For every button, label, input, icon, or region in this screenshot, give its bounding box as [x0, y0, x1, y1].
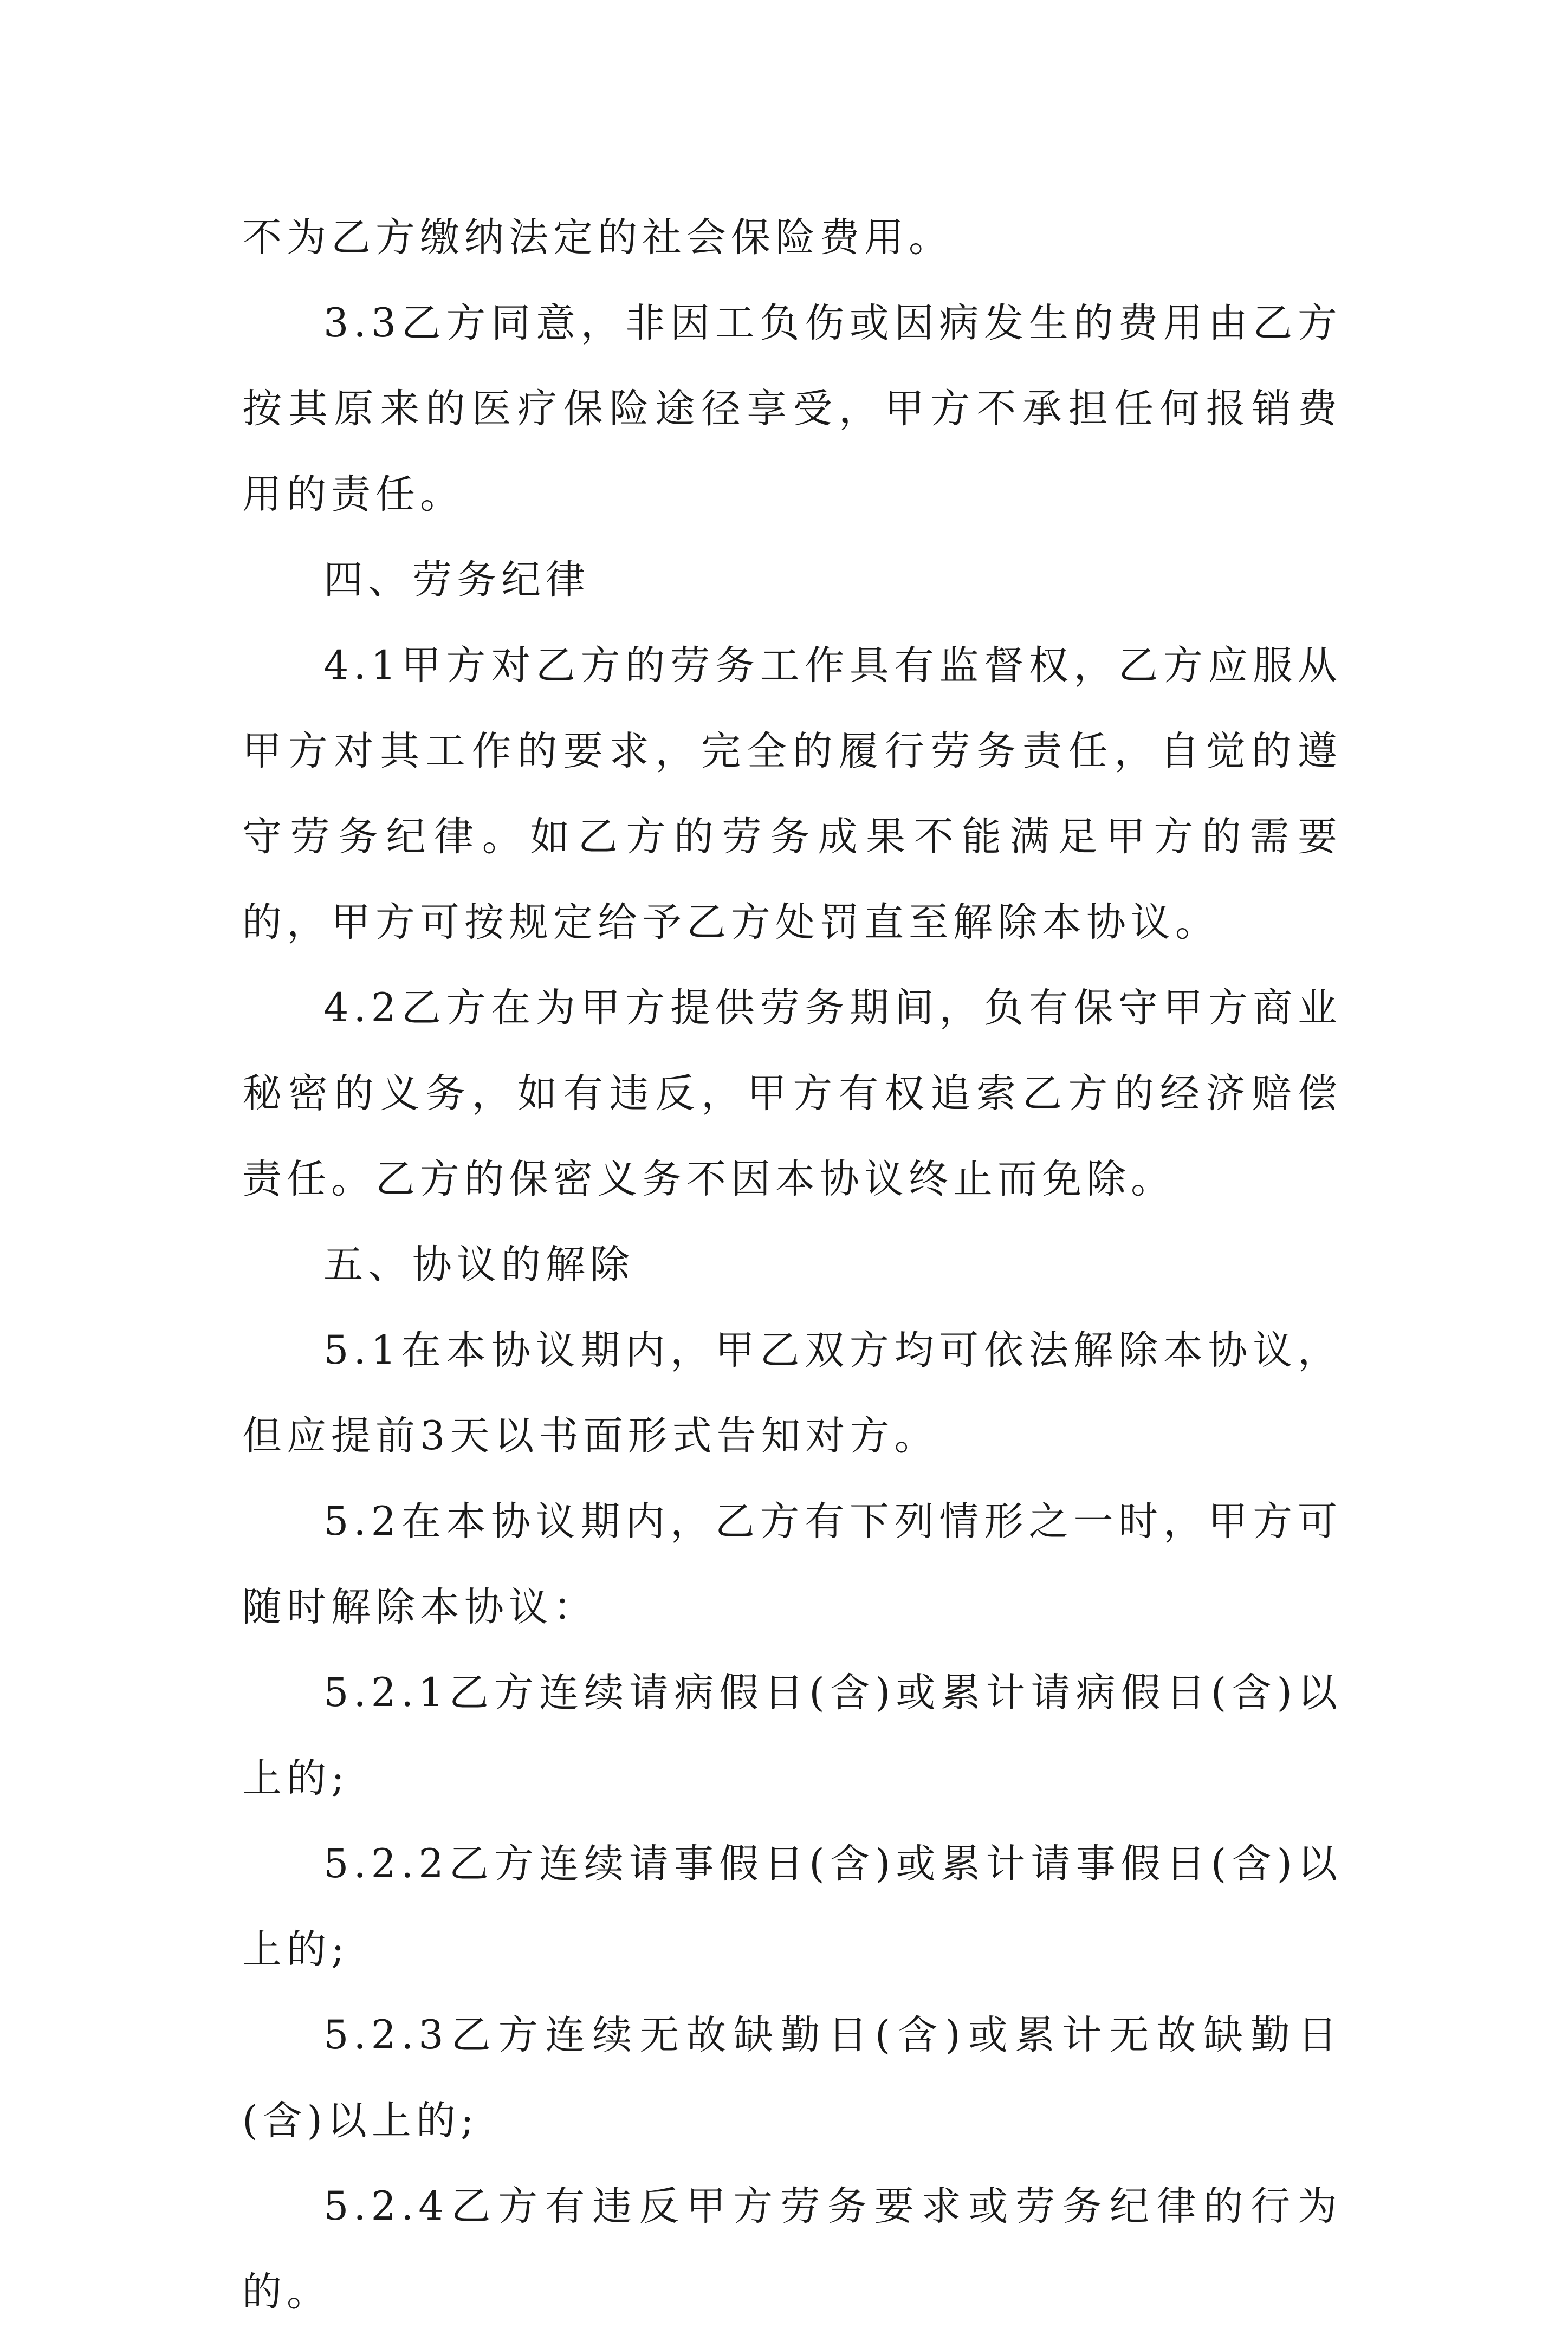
clause-3-3: 3.3乙方同意，非因工负伤或因病发生的费用由乙方按其原来的医疗保险途径享受，甲方不承担任何报销费用的责任。: [242, 300, 1342, 517]
clause-5-2-1: 5.2.1乙方连续请病假日(含)或累计请病假日(含)以上的;: [242, 1670, 1342, 1801]
clause-5-1: 5.1在本协议期内，甲乙双方均可依法解除本协议，但应提前3天以书面形式告知对方。: [242, 1327, 1342, 1459]
clause-4-2: 4.2乙方在为甲方提供劳务期间，负有保守甲方商业秘密的义务，如有违反，甲方有权追索乙方的经济赔偿责任。乙方的保密义务不因本协议终止而免除。: [242, 985, 1342, 1202]
paragraph-social-insurance: 不为乙方缴纳法定的社会保险费用。: [242, 215, 953, 261]
section-heading-4: 四、劳务纪律: [323, 557, 590, 603]
clause-5-2-3: 5.2.3乙方连续无故缺勤日(含)或累计无故缺勤日(含)以上的;: [242, 2012, 1342, 2144]
document-body: [242, 195, 1342, 2335]
clause-5-2: 5.2在本协议期内，乙方有下列情形之一时，甲方可随时解除本协议：: [242, 1499, 1342, 1630]
section-heading-5: 五、协议的解除: [323, 1242, 634, 1288]
clause-5-2-2: 5.2.2乙方连续请事假日(含)或累计请事假日(含)以上的;: [242, 1841, 1342, 1973]
clause-4-1: 4.1甲方对乙方的劳务工作具有监督权，乙方应服从甲方对其工作的要求，完全的履行劳务责任，自觉的遵守劳务纪律。如乙方的劳务成果不能满足甲方的需要的，甲方可按规定给予乙方处罚直至解除本协议。: [242, 643, 1342, 945]
clause-5-2-4: 5.2.4乙方有违反甲方劳务要求或劳务纪律的行为的。: [242, 2183, 1342, 2315]
